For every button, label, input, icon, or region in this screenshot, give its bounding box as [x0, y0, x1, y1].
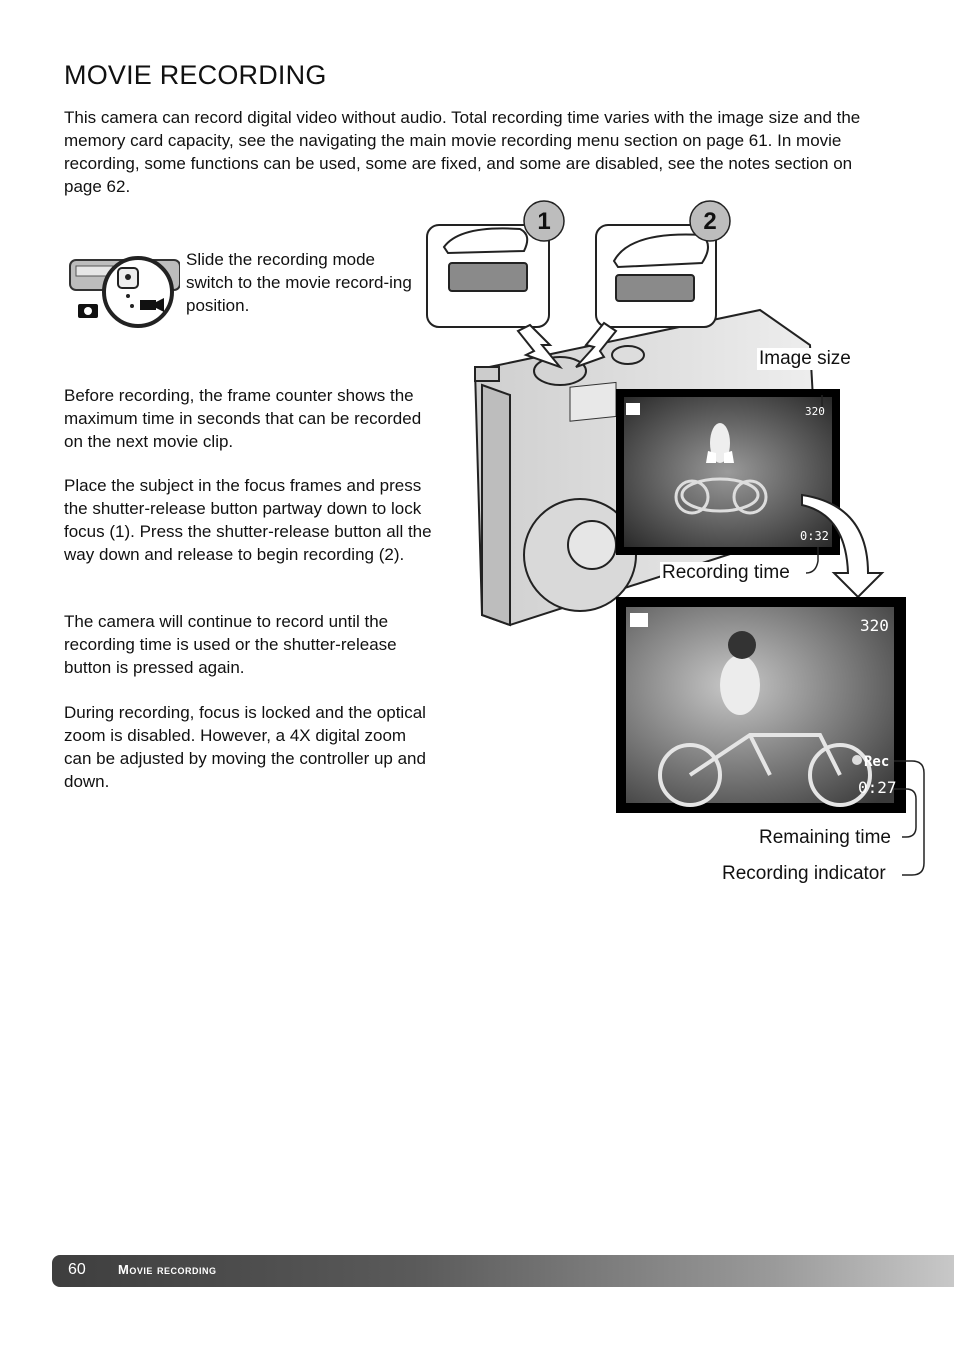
step-instruction: Slide the recording mode switch to the movie record-ing position. — [186, 250, 412, 315]
movie-camera-icon — [140, 298, 164, 312]
paragraph-zoom: During recording, focus is locked and the optical zoom is disabled. However, a 4X digital zoom can be adjusted by moving the controller up and down. — [64, 703, 426, 791]
label-remaining-time: Remaining time — [759, 827, 891, 848]
lcd-bottom-image-size: 320 — [860, 616, 889, 635]
step2-number: 2 — [703, 208, 717, 235]
camera-illustration — [420, 195, 954, 895]
step2-box — [596, 225, 716, 327]
page-title: MOVIE RECORDING — [64, 60, 327, 90]
page-footer — [52, 1255, 954, 1287]
paragraph-focus: Place the subject in the focus frames and press the shutter-release button partway down to lock focus (1). Press the shutter-release button all the way down and release to begin recording (2). — [64, 476, 432, 564]
lcd-top-image-size: 320 — [805, 405, 825, 418]
lcd-bottom-rec: Rec — [864, 754, 890, 770]
label-recording-time: Recording time — [662, 562, 790, 583]
step1-number: 1 — [537, 208, 551, 235]
label-image-size: Image size — [759, 348, 851, 369]
mode-switch-illustration — [68, 250, 180, 332]
page-number: 60 — [68, 1261, 86, 1278]
paragraph-continue: The camera will continue to record until the recording time is used or the shutter-release button is pressed again. — [64, 612, 397, 677]
step1-box — [427, 225, 549, 327]
rec-dot-icon — [852, 755, 862, 765]
intro-paragraph: This camera can record digital video without audio. Total recording time varies with the image size and the memory card capacity, see the navigating the main movie recording menu section on page 61. In movie recording, some functions can be used, some are fixed, and some are disabled, see the notes section on page 62. — [64, 108, 861, 196]
footer-section-title: Movie recording — [118, 1262, 217, 1277]
camera-icon — [78, 304, 98, 318]
lcd-top-recording-time: 0:32 — [800, 529, 829, 543]
paragraph-frame-counter: Before recording, the frame counter shows the maximum time in seconds that can be recorded on the next movie clip. — [64, 386, 422, 451]
lcd-during-recording — [616, 597, 906, 813]
label-recording-indicator: Recording indicator — [722, 863, 886, 884]
lcd-bottom-remaining-time: 0:27 — [858, 778, 897, 797]
lcd-before-recording — [616, 389, 840, 555]
